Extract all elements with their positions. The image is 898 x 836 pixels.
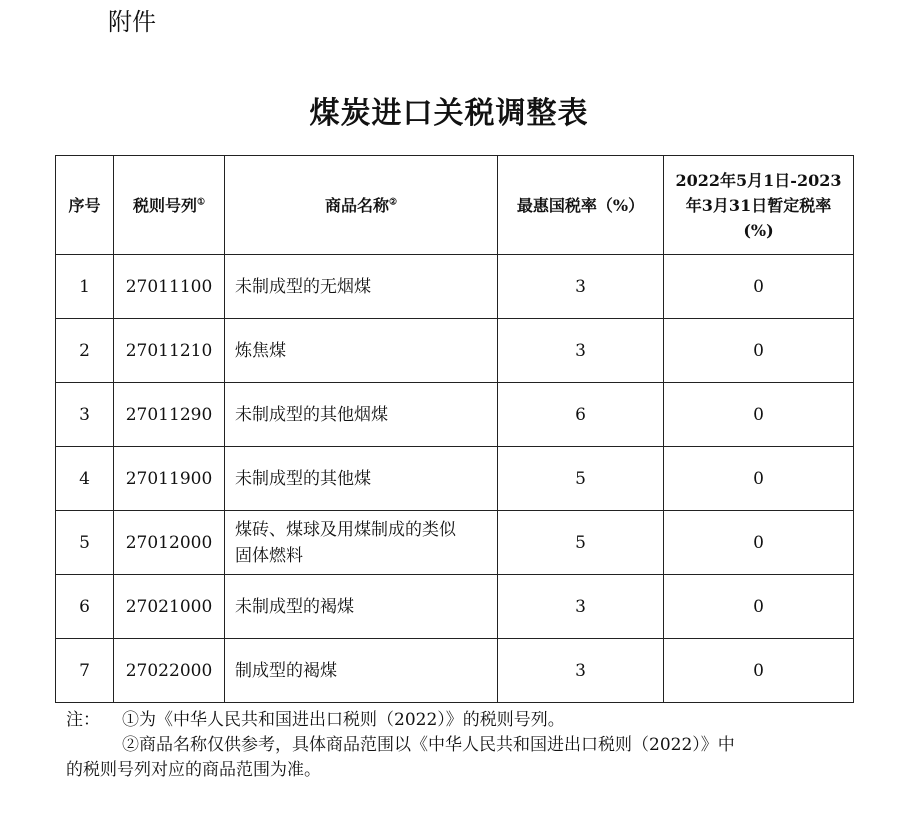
document-title: 煤炭进口关税调整表 [309,96,589,131]
footnote-1: ①为《中华人民共和国进出口税则（2022）》的税则号列。 [122,710,565,730]
cell-mfn: 3 [498,639,664,703]
cell-temp: 0 [664,447,854,511]
footnote-2-continued: 的税则号列对应的商品范围为准。 [66,760,321,780]
cell-name: 未制成型的其他烟煤 [225,383,498,447]
table-row [56,383,854,447]
cell-index: 2 [56,319,114,383]
cell-mfn: 5 [498,447,664,511]
cell-code: 27012000 [114,511,225,575]
cell-name: 制成型的褐煤 [225,639,498,703]
header-code: 税则号列① [114,156,225,255]
header-index: 序号 [56,156,114,255]
cell-name: 未制成型的其他煤 [225,447,498,511]
cell-name: 未制成型的褐煤 [225,575,498,639]
tariff-table [55,155,854,703]
cell-name: 未制成型的无烟煤 [225,255,498,319]
table-header-row [56,156,854,255]
footnote-mark-2: ② [388,197,398,208]
cell-index: 1 [56,255,114,319]
cell-index: 3 [56,383,114,447]
footnote-2: ②商品名称仅供参考，具体商品范围以《中华人民共和国进出口税则（2022）》中 [122,735,735,755]
cell-temp: 0 [664,255,854,319]
cell-code: 27011900 [114,447,225,511]
table-row [56,575,854,639]
cell-mfn: 3 [498,255,664,319]
table-row [56,447,854,511]
cell-name: 煤砖、煤球及用煤制成的类似 固体燃料 [225,511,498,575]
footnotes [66,708,856,783]
cell-temp: 0 [664,639,854,703]
cell-name: 炼焦煤 [225,319,498,383]
header-temporary-rate: 2022年5月1日-2023 年3月31日暂定税率 (%) [664,156,854,255]
cell-mfn: 6 [498,383,664,447]
cell-code: 27022000 [114,639,225,703]
cell-mfn: 3 [498,319,664,383]
cell-temp: 0 [664,383,854,447]
cell-index: 5 [56,511,114,575]
cell-code: 27011210 [114,319,225,383]
footnote-mark-1: ① [196,197,206,208]
table-row [56,255,854,319]
cell-code: 27011290 [114,383,225,447]
cell-index: 7 [56,639,114,703]
table-row [56,511,854,575]
header-name: 商品名称② [225,156,498,255]
cell-temp: 0 [664,575,854,639]
cell-index: 4 [56,447,114,511]
cell-code: 27021000 [114,575,225,639]
cell-index: 6 [56,575,114,639]
cell-temp: 0 [664,511,854,575]
header-mfn-rate: 最惠国税率（%） [498,156,664,255]
cell-temp: 0 [664,319,854,383]
cell-mfn: 5 [498,511,664,575]
notes-label: 注： [66,710,100,730]
cell-code: 27011100 [114,255,225,319]
attachment-label: 附件 [108,8,156,36]
table-row [56,319,854,383]
table-row [56,639,854,703]
cell-mfn: 3 [498,575,664,639]
